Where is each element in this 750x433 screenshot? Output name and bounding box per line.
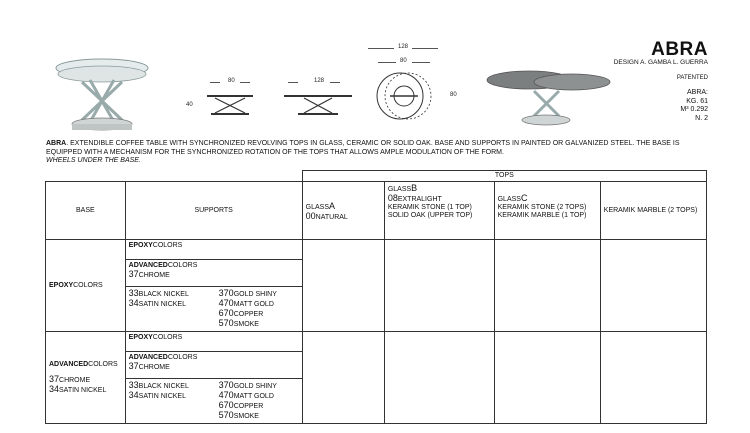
dim-top-depth: 80 xyxy=(450,92,457,98)
supports-header: SUPPORTS xyxy=(125,182,302,240)
tops-header: TOPS xyxy=(302,171,706,182)
dim-top-width: 80 xyxy=(400,58,407,64)
description-name: ABRA xyxy=(46,140,67,147)
glass-b-header: GLASSB 08EXTRALIGHT KERAMIK STONE (1 TOP) SOLID OAK (UPPER TOP) xyxy=(384,182,494,240)
finishes-table xyxy=(45,170,707,424)
dim-width-closed: 80 xyxy=(228,78,235,84)
glass-c-header: GLASSC KERAMIK STONE (2 TOPS) KERAMIK MARBLE (1 TOP) xyxy=(494,182,600,240)
base-header: BASE xyxy=(46,182,126,240)
info-line: N. 2 xyxy=(695,114,708,122)
glass-a-header: GLASSA 00NATURAL xyxy=(302,182,384,240)
product-photo-open xyxy=(484,66,614,131)
dim-width-open: 128 xyxy=(314,78,325,84)
info-line: ABRA: xyxy=(686,89,708,96)
support-finishes: 33BLACK NICKEL 34SATIN NICKEL 370GOLD SHINY 470MATT GOLD 670COPPER 570SMOKE xyxy=(125,287,302,332)
product-photo-closed xyxy=(52,50,152,135)
keramik-marble-header: KERAMIK MARBLE (2 TOPS) xyxy=(600,182,706,240)
dim-top-width-open: 128 xyxy=(398,44,409,50)
dim-height: 40 xyxy=(186,102,193,108)
support-epoxy: EPOXYCOLORS xyxy=(125,240,302,260)
product-description xyxy=(46,140,706,166)
description-text: . EXTENDIBLE COFFEE TABLE WITH SYNCHRONIZED REVOLVING TOPS IN GLASS, CERAMIC OR SOLID OAK. BASE AND SUPPORTS IN PAINTED OR GALVANIZED STEEL. THE BASE IS EQUIPPED WITH A MECHANISM FOR THE SYNCHRONIZED ROTATION OF THE TOPS THAT ALLOWS AMPLE MODULATION OF THE FORM. xyxy=(46,140,680,156)
support-finishes: 33BLACK NICKEL 34SATIN NICKEL 370GOLD SHINY 470MATT GOLD 670COPPER 570SMOKE xyxy=(125,379,302,424)
info-line: KG. 61 xyxy=(686,97,708,105)
support-advanced: ADVANCEDCOLORS 37CHROME xyxy=(125,260,302,287)
patented-label: PATENTED xyxy=(676,75,708,81)
base-advanced: ADVANCEDCOLORS 37CHROME 34SATIN NICKEL xyxy=(46,332,126,424)
wheels-note: WHEELS UNDER THE BASE. xyxy=(46,157,141,165)
side-view-open xyxy=(282,93,354,118)
side-view-closed xyxy=(205,93,255,118)
designer-credit: DESIGN A. GAMBA L. GUERRA xyxy=(613,59,708,66)
product-title-block xyxy=(614,40,708,123)
info-line: M³ 0.292 xyxy=(680,106,708,113)
product-info xyxy=(614,89,708,123)
support-epoxy: EPOXYCOLORS xyxy=(125,332,302,352)
support-advanced: ADVANCEDCOLORS 37CHROME xyxy=(125,352,302,379)
top-view xyxy=(364,70,444,122)
base-epoxy: EPOXYCOLORS xyxy=(46,240,126,332)
product-name: ABRA xyxy=(651,39,708,60)
